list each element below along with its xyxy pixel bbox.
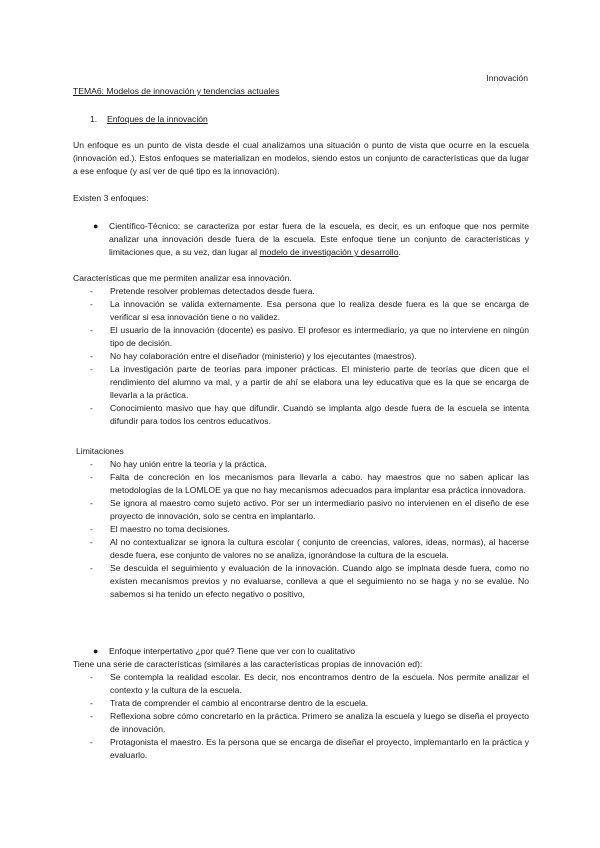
list-item-text: El usuario de la innovación (docente) es pasivo. El profesor es intermediario, ya que no interviene en ningún tipo de decisión. <box>110 325 529 348</box>
caracteristicas-heading: Características que me permiten analizar esa innovación. <box>73 273 292 283</box>
dash-icon: - <box>90 472 93 482</box>
list-item-text: Al no contextualizar se ignora la cultura escolar ( conjunto de creencias, valores, ideas, normas), al hacerse desde fuera, ese conjunto de valores no se analiza, ignorándose la cultura de la escuela. <box>110 537 529 560</box>
list-item <box>90 536 529 562</box>
dash-icon: - <box>90 459 93 469</box>
cientifico-body: Científico-Técnico: se caracteriza por estar fuera de la escuela, es decir, es un enfoque que nos permite analizar una innovación desde fuera de la escuela. Este enfoque tiene un conjunto de características y limitaciones que, a su vez, dan lugar al <box>109 221 529 257</box>
list-item <box>90 471 529 497</box>
enfoques-count: Existen 3 enfoques: <box>73 193 149 203</box>
interpretativo-list <box>90 671 529 762</box>
list-item <box>90 671 529 697</box>
bullet-icon: ● <box>93 646 99 656</box>
dash-icon: - <box>90 403 93 413</box>
list-item <box>90 458 529 471</box>
list-item-text: Se contempla la realidad escolar. Es decir, nos encontramos dentro de la escuela. Nos permite analizar el contexto y la cultura de la escuela. <box>110 672 529 695</box>
caracteristicas-list <box>90 285 529 428</box>
list-item <box>90 562 529 601</box>
dash-icon: - <box>90 737 93 747</box>
interpretativo-intro: Tiene una serie de características (similares a las características propias de innovación ed): <box>73 659 423 669</box>
cientifico-text <box>109 220 529 259</box>
dash-icon: - <box>90 286 93 296</box>
dash-icon: - <box>90 325 93 335</box>
list-item-text: No hay unión entre la teoría y la práctica. <box>110 459 267 469</box>
bullet-icon: ● <box>93 221 99 231</box>
list-item-text: La investigación parte de teorías para imponer prácticas. El ministerio parte de teorías que dicen que el rendimiento del alumno va mal, y a partir de ahí se elabora una ley educativa que es la que se encarga de llevarla a la práctica. <box>110 364 529 400</box>
intro-paragraph: Un enfoque es un punto de vista desde el cual analizamos una situación o punto de vista que ocurre en la escuela (innovación ed.). Estos enfoques se materializan en modelos, siendo estos un conjunto de características que da lugar a ese enfoque (y así ver de qué tipo es la innovación). <box>73 140 529 176</box>
list-item-text: El maestro no toma decisiones. <box>110 524 230 534</box>
limitaciones-list <box>90 458 529 601</box>
list-item <box>90 697 529 710</box>
doc-title: TEMA6: Modelos de innovación y tendencias actuales <box>73 86 280 96</box>
interpretativo-bullet <box>93 645 529 658</box>
list-item-text: Se ignora al maestro como sujeto activo. Por ser un intermediario pasivo no intervienen en el diseño de ese proyecto de innovación, solo se centra en implantarlo. <box>110 498 529 521</box>
list-item-text: Se descuida el seguimiento y evaluación de la innovación. Cuando algo se implnata desde fuera, como no existen mecanismos previos y no evaluarse, conlleva a que el seguimiento no se haga y no se evalúe. No sabemos si ha tenido un efecto negativo o positivo, <box>110 563 529 599</box>
cientifico-bullet <box>93 220 529 259</box>
dash-icon: - <box>90 698 93 708</box>
list-item <box>90 497 529 523</box>
section-number: 1. <box>90 114 98 124</box>
list-item-text: Conocimiento masivo que hay que difundir. Cuando se implanta algo desde fuera de la escuela se intenta difundir para todos los centros educativos. <box>110 403 529 426</box>
list-item <box>90 298 529 324</box>
list-item <box>90 285 529 298</box>
section-heading <box>90 113 208 126</box>
dash-icon: - <box>90 498 93 508</box>
list-item <box>90 324 529 350</box>
list-item-text: Trata de comprender el cambio al encontrarse dentro de la escuela. <box>110 698 369 708</box>
list-item <box>90 350 529 363</box>
list-item <box>90 363 529 402</box>
section-title: Enfoques de la innovación <box>107 114 208 124</box>
list-item <box>90 523 529 536</box>
dash-icon: - <box>90 672 93 682</box>
interpretativo-text: Enfoque interpertativo ¿por qué? Tiene que ver con lo cualitativo <box>109 646 356 656</box>
cientifico-end: . <box>398 247 401 257</box>
dash-icon: - <box>90 524 93 534</box>
header-label: Innovación <box>486 73 528 83</box>
list-item <box>90 710 529 736</box>
list-item-text: Falta de concreción en los mecanismos para llevarla a cabo. hay maestros que no saben aplicar las metodologías de la LOMLOE ya que no hay mecanismos adecuados para implantar esa práctica innovadora. <box>110 472 529 495</box>
list-item-text: Protagonista el maestro. Es la persona que se encarga de diseñar el proyecto, implemantarlo en la práctica y evaluarlo. <box>110 737 529 760</box>
list-item <box>90 402 529 428</box>
dash-icon: - <box>90 563 93 573</box>
list-item-text: No hay colaboración entre el diseñador (ministerio) y los ejecutantes (maestros). <box>110 351 417 361</box>
modelo-link: modelo de investigación y desarrollo <box>259 247 399 257</box>
dash-icon: - <box>90 351 93 361</box>
dash-icon: - <box>90 299 93 309</box>
list-item-text: Pretende resolver problemas detectados desde fuera. <box>110 286 315 296</box>
dash-icon: - <box>90 537 93 547</box>
list-item-text: Reflexiona sobre cómo concretarlo en la práctica. Primero se analiza la escuela y luego se diseña el proyecto de innovación. <box>110 711 529 734</box>
list-item-text: La innovación se valida externamente. Esa persona que lo realiza desde fuera es la que se encarga de verificar si esa innovación tiene o no validez. <box>110 299 529 322</box>
dash-icon: - <box>90 711 93 721</box>
dash-icon: - <box>90 364 93 374</box>
limitaciones-heading: Limitaciones <box>76 446 124 456</box>
list-item <box>90 736 529 762</box>
